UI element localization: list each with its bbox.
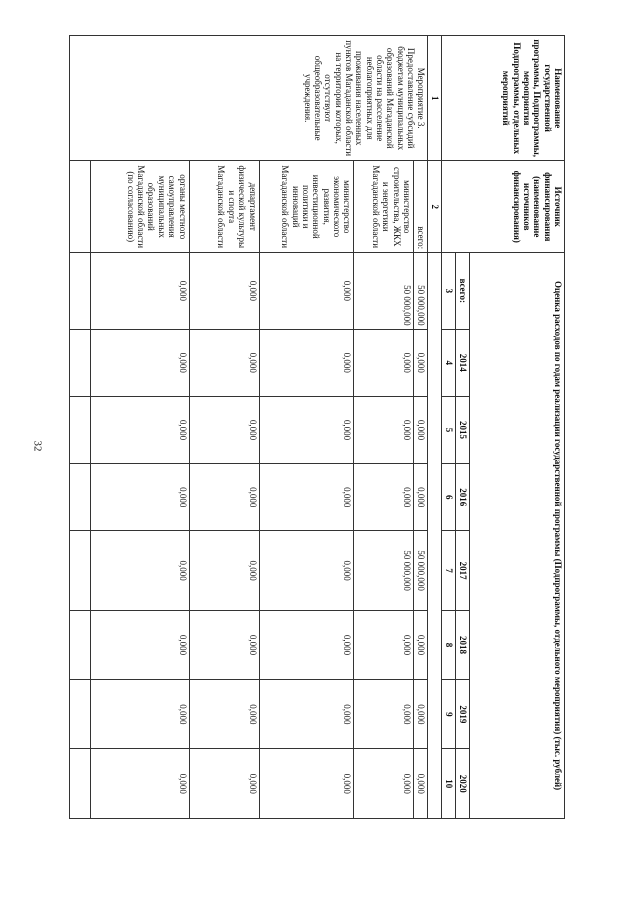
header-col2: Источник финансирования (наименование источников финансирования) bbox=[442, 161, 565, 253]
empty-cell bbox=[70, 680, 91, 749]
empty-cell bbox=[70, 610, 91, 679]
value-cell: 0,000 bbox=[90, 749, 189, 819]
value-cell: 0,000 bbox=[259, 396, 354, 463]
header-year: 2017 bbox=[455, 531, 469, 611]
total-cell: 0,000 bbox=[90, 253, 189, 329]
empty-cell bbox=[70, 531, 91, 611]
empty-cell bbox=[70, 464, 91, 531]
value-cell: 0,000 bbox=[189, 749, 259, 819]
col-number: 4 bbox=[442, 329, 456, 396]
source-cell: департамент физической культуры и спорта Магаданской области bbox=[189, 161, 259, 253]
value-cell: 0,000 bbox=[413, 610, 427, 679]
header-year: 2015 bbox=[455, 396, 469, 463]
empty-cell bbox=[70, 253, 91, 329]
header-year: 2019 bbox=[455, 680, 469, 749]
value-cell: 0,000 bbox=[90, 464, 189, 531]
spacer-cell bbox=[428, 253, 442, 819]
source-cell: министерство строительства, ЖКХ и энергетики Магаданской области bbox=[354, 161, 414, 253]
total-cell: 50 000,000 bbox=[354, 253, 414, 329]
header-estimate: Оценка расходов по годам реализации государственной программы (Подпрограммы, отдельного мероприятия) (тыс. рублей) bbox=[470, 253, 565, 819]
value-cell: 0,000 bbox=[189, 396, 259, 463]
col-number: 10 bbox=[442, 749, 456, 819]
value-cell: 0,000 bbox=[354, 749, 414, 819]
measure-description: Предоставление субсидий бюджетам муниципальных образований Магаданской области на расселение неблагоприятных для проживания населенных пунктов Магаданской области на территории которых, отсутствуют общеобразовательные учреждения. bbox=[302, 40, 417, 157]
value-cell: 0,000 bbox=[90, 531, 189, 611]
value-cell: 0,000 bbox=[413, 464, 427, 531]
value-cell: 0,000 bbox=[413, 680, 427, 749]
value-cell: 0,000 bbox=[90, 610, 189, 679]
page-number: 32 bbox=[31, 440, 44, 452]
value-cell: 0,000 bbox=[354, 329, 414, 396]
col-number: 9 bbox=[442, 680, 456, 749]
header-col1: Наименование государственной программы, Подпрограммы, мероприятия Подпрограммы, отдельных мероприятий bbox=[442, 36, 565, 161]
total-cell: 0,000 bbox=[259, 253, 354, 329]
col-number: 3 bbox=[442, 253, 456, 329]
col-number: 7 bbox=[442, 531, 456, 611]
empty-cell bbox=[70, 396, 91, 463]
table-row bbox=[413, 36, 427, 819]
value-cell: 0,000 bbox=[259, 329, 354, 396]
value-cell: 50 000,000 bbox=[354, 531, 414, 611]
value-cell: 0,000 bbox=[413, 329, 427, 396]
value-cell: 0,000 bbox=[354, 396, 414, 463]
value-cell: 0,000 bbox=[354, 464, 414, 531]
source-cell: министерство экономического развития, инвестиционной политики и инноваций Магаданской области bbox=[259, 161, 354, 253]
value-cell: 0,000 bbox=[189, 680, 259, 749]
measure-cell bbox=[70, 36, 428, 161]
header-year: 2014 bbox=[455, 329, 469, 396]
value-cell: 0,000 bbox=[90, 680, 189, 749]
empty-cell bbox=[70, 329, 91, 396]
col-number: 8 bbox=[442, 610, 456, 679]
header-year: 2018 bbox=[455, 610, 469, 679]
value-cell: 0,000 bbox=[354, 610, 414, 679]
rotated-table-wrapper bbox=[69, 35, 565, 819]
budget-table bbox=[69, 35, 565, 819]
total-cell: 0,000 bbox=[189, 253, 259, 329]
value-cell: 50 000,000 bbox=[413, 531, 427, 611]
value-cell: 0,000 bbox=[90, 396, 189, 463]
value-cell: 0,000 bbox=[259, 464, 354, 531]
value-cell: 0,000 bbox=[90, 329, 189, 396]
col-number: 5 bbox=[442, 396, 456, 463]
col-number: 6 bbox=[442, 464, 456, 531]
col-number: 2 bbox=[428, 161, 442, 253]
value-cell: 0,000 bbox=[189, 464, 259, 531]
header-year: 2016 bbox=[455, 464, 469, 531]
col-number: 1 bbox=[428, 36, 442, 161]
measure-title: Мероприятие 3. bbox=[416, 67, 427, 129]
empty-cell bbox=[70, 161, 91, 253]
value-cell: 0,000 bbox=[413, 749, 427, 819]
value-cell: 0,000 bbox=[354, 680, 414, 749]
empty-cell bbox=[70, 749, 91, 819]
total-cell: 50 000,000 bbox=[413, 253, 427, 329]
value-cell: 0,000 bbox=[189, 610, 259, 679]
value-cell: 0,000 bbox=[189, 531, 259, 611]
value-cell: 0,000 bbox=[259, 749, 354, 819]
header-total: всего: bbox=[455, 253, 469, 329]
source-cell: органы местного самоуправления муниципальных образований Магаданской области (по согласованию) bbox=[90, 161, 189, 253]
value-cell: 0,000 bbox=[259, 531, 354, 611]
value-cell: 0,000 bbox=[189, 329, 259, 396]
value-cell: 0,000 bbox=[259, 610, 354, 679]
value-cell: 0,000 bbox=[259, 680, 354, 749]
value-cell: 0,000 bbox=[413, 396, 427, 463]
header-year: 2020 bbox=[455, 749, 469, 819]
source-cell: всего: bbox=[413, 161, 427, 253]
